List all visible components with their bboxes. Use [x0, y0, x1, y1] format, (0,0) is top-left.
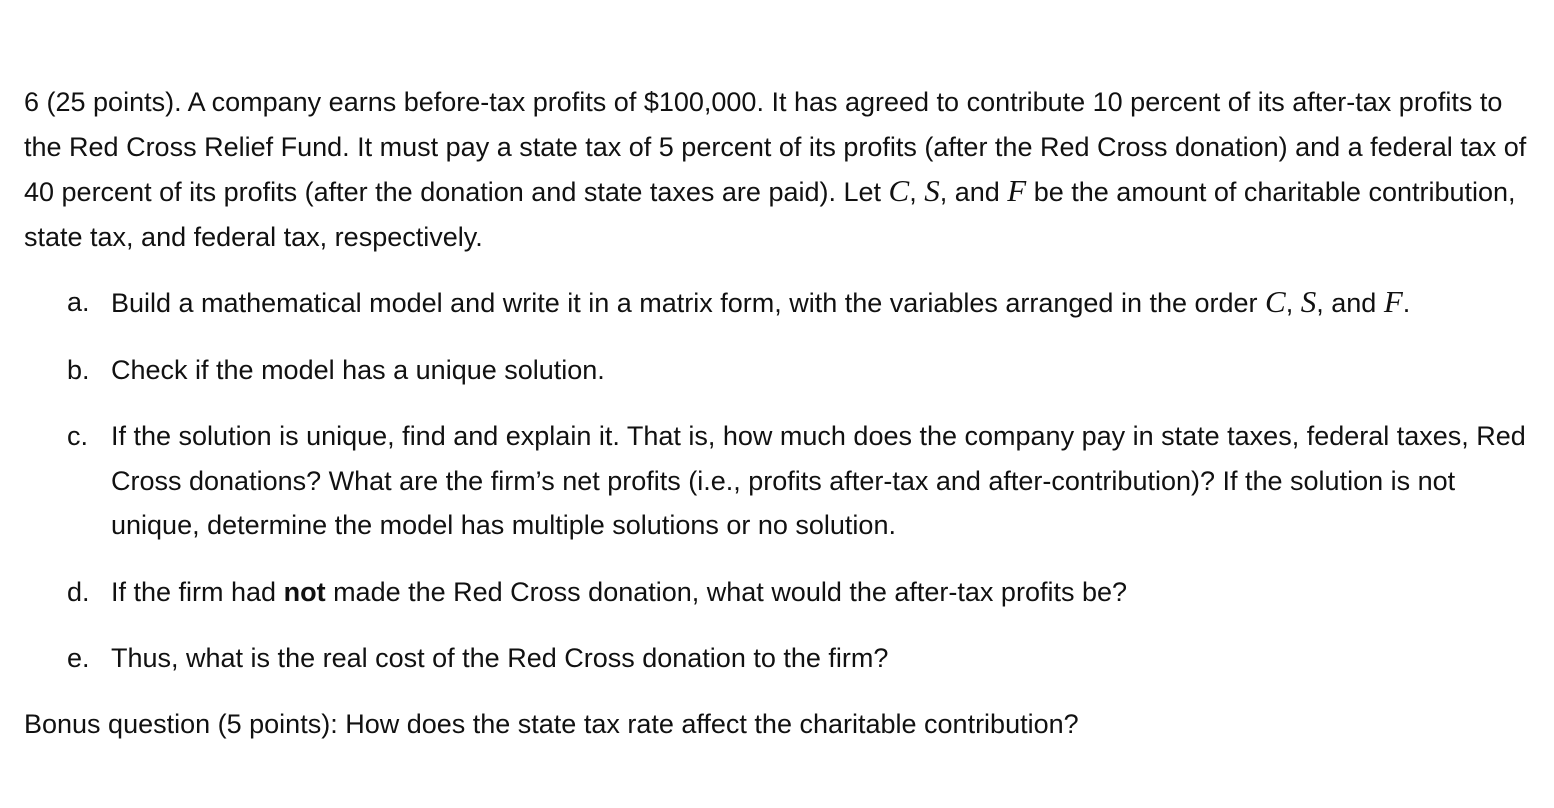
list-marker: b. — [67, 354, 90, 385]
sub-question-text: If the firm had — [111, 576, 284, 607]
separator: , — [909, 177, 925, 207]
sub-question-text-tail: made the Red Cross donation, what would the after-tax profits be? — [325, 576, 1128, 607]
variable-f: F — [1383, 284, 1403, 319]
sub-question-a — [24, 280, 1534, 326]
list-marker: e. — [67, 643, 90, 673]
sub-question-text: Check if the model has a unique solution. — [111, 354, 605, 385]
variable-c: C — [1265, 284, 1286, 319]
separator: . — [1402, 288, 1411, 318]
sub-questions-list — [24, 280, 1534, 681]
variable-s: S — [1300, 284, 1317, 319]
sub-question-text: Thus, what is the real cost of the Red Cross donation to the firm? — [111, 643, 889, 673]
separator: , — [1285, 288, 1301, 318]
list-marker: a. — [67, 287, 90, 317]
sub-question-d — [24, 570, 1534, 615]
list-marker: d. — [67, 576, 90, 607]
bonus-question: Bonus question (5 points): How does the state tax rate affect the charitable contribution? — [24, 708, 1079, 739]
variable-s: S — [924, 173, 940, 208]
emphasis-not: not — [283, 576, 326, 607]
sub-question-text: If the solution is unique, find and explain it. That is, how much does the company pay in state taxes, federal taxes, Red Cross donations? What are the firm’s net profits (i.e., profits after-tax and after-contribution)? If the solution is not unique, determine the model has multiple solutions or no solution. — [111, 421, 1526, 540]
sub-question-e — [24, 636, 1534, 681]
sub-question-c — [24, 414, 1534, 548]
list-marker: c. — [67, 421, 89, 451]
problem-document — [24, 80, 1534, 746]
separator: , and — [939, 177, 1008, 207]
sub-question-b — [24, 348, 1534, 393]
variable-c: C — [888, 173, 910, 208]
problem-intro — [24, 80, 1534, 259]
sub-question-text: Build a mathematical model and write it in a matrix form, with the variables arranged in the order — [111, 288, 1266, 318]
variable-f: F — [1007, 173, 1027, 208]
intro-tail: be the amount of charitable contribution, state tax, and federal tax, respectively. — [24, 177, 1516, 252]
separator: and — [1323, 288, 1384, 318]
separator: , — [1316, 288, 1324, 318]
intro-text: 6 (25 points). A company earns before-tax profits of $100,000. It has agreed to contribute 10 percent of its after-tax profits to the Red Cross Relief Fund. It must pay a state tax of 5 percent of its profits (after the Red Cross donation) and a federal tax of 40 percent of its profits (after the donation and state taxes are paid). Let — [24, 87, 1527, 207]
